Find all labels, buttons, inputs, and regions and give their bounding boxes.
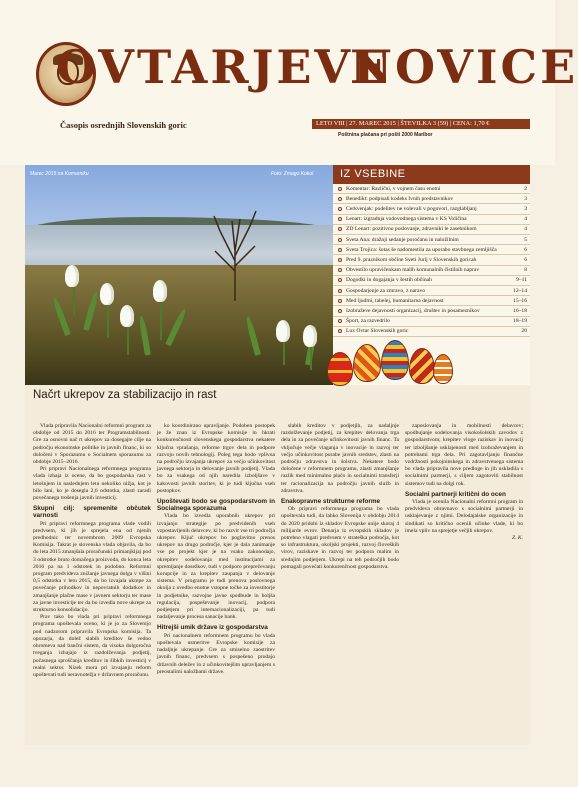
toc-title: IZ VSEBINE — [340, 168, 406, 180]
bullet-icon — [338, 227, 342, 231]
easter-eggs-graphic — [325, 340, 455, 420]
bullet-icon — [338, 258, 342, 262]
bullet-icon — [338, 268, 342, 272]
toc-item-text: Med ljudmi, tabelej, humanitarna dejavnost — [346, 297, 444, 304]
toc-item-page: 3 — [524, 195, 527, 202]
toc-item-page: 4 — [524, 216, 527, 223]
toc-item-text: Sveta Trojica: šotas še nadomestila za uporabo stavbnega zemljišča — [346, 246, 497, 253]
toc-item — [333, 327, 530, 337]
bullet-icon — [338, 289, 342, 293]
bullet-icon — [338, 217, 342, 221]
issue-bar: LETO VIII | 27. MAREC 2015 | ŠTEVILKA 3 (59) | CENA: 1,70 € — [312, 119, 530, 129]
toc-item — [333, 225, 530, 235]
snowdrop-flower — [65, 265, 79, 287]
bullet-icon — [338, 329, 342, 333]
masthead-title-part2: NOVICE — [350, 40, 578, 94]
toc-item-page: 9–11 — [516, 277, 527, 284]
paragraph: Vlada bo izvedla uporabnih ukrepov pri izvajanju strategije po predvidenih vseh vzpostavljenih delavcev, ki bo razvit vse tri področja ukrepov. Ključ ukrepov bo poglavitno prenos ukrepov na drugo področje, kjer je dala zanimanje vse po projekt kjer je na vsako zakonodajo, okrepitev sodelovanja med institucijami za spremljanje dosežkov, tudi v podporo preprečevanju korupcije in za krepitev zaupanja v delovanje sistema. V programu je tudi prenova poslovnega okolja z uvedbo enotne vstopne točke za investitorje in podjetnike, razvojne javne spodbude in boljša regulacija, pospeševanje inovacij, podpora podjetjem pri internacionalizaciji, pa tudi nadaljevanje procesa sanacije bank. — [157, 513, 275, 621]
article-column-2 — [157, 423, 275, 676]
toc-item-text: Cerkvenjak: podelitev ne volevali v pogovori, razglabljanj — [346, 205, 477, 212]
bullet-icon — [338, 187, 342, 191]
toc-item-page: 6 — [524, 256, 527, 263]
toc-item-page: 2 — [524, 185, 527, 192]
toc-item — [333, 235, 530, 245]
toc-item-text: Lenart: izgradnja vodovodnega sistema v KS Voličina — [346, 216, 467, 223]
bullet-icon — [338, 299, 342, 303]
toc-item — [333, 245, 530, 255]
photo-caption: Marec 2015 na Komarniku — [30, 171, 89, 177]
subheading: Socialni partnerji kritični do ocen — [405, 490, 506, 498]
article-column-1 — [33, 423, 151, 679]
toc-item-page: 12–14 — [513, 287, 527, 294]
snowdrop-flower — [120, 305, 134, 327]
toc-item-text: Dogodki in dogajanja v šestih občinah — [346, 277, 432, 284]
toc-item — [333, 215, 530, 225]
toc-item-page: 4 — [524, 226, 527, 233]
toc-item-text: Komentar: Različni, v vojnem času enotni — [346, 185, 441, 192]
toc-item-text: Lux Ovtar Slovenskih goric — [346, 328, 409, 335]
bullet-icon — [338, 207, 342, 211]
paragraph: Vlada je ocenila Nacionalni reformni program in predvideva obravnavo s socialnimi partnerji in usklajevanje z njimi. Delodajalske organizacije in sindikati so kritično ocenili učinke vlade, ki bo imela vpliv na sprejetje večjih ukrepov. — [405, 499, 523, 534]
toc-item — [333, 184, 530, 194]
subheading: Enakopravne strukturne reforme — [281, 498, 381, 506]
toc-item — [333, 306, 530, 316]
snowdrop-flower — [303, 325, 317, 347]
toc-item-page: 18–19 — [513, 318, 527, 325]
toc-item-text: Gospodarjenje za zmravo, z naravo — [346, 287, 426, 294]
subheading: Skupni cilj: spremenite občutek varnosti — [33, 505, 151, 520]
toc-item-text: Izobraževe dejavnosti organizacij, društev in posameznikov — [346, 307, 480, 314]
paragraph: ko koordinirano upravljanje. Podoben postopek je že znan iz Evropske komisije in hkrati konkurenčnosti slovenskega gospodarstva nekatere ključna vprašanja, reforme trgov dela in podpore razvoju novih tehnologij. Poleg tega bodo vplivna na področju izvajanja ukrepov za večjo učinkovitost javnega sektorja in delovanje javnih podjetij. Vlada bo za vsakega od njih naredila izboljšave v kakovosti javnih storitev, ki je tudi ključna vseh postopkov. — [157, 423, 275, 494]
paragraph: zaposlovanja in mobilnosti delavcev; spodbujanje sodelovanja visokošolskih zavodov z gospodarstvom; krepitev vloge raziskav in inovacij ter izboljšanje usklajenosti med izobraževanjem in potrebami trga dela. Pri zagotavljanju finančne vzdržnosti pokojninskega in zdravstvenega sistema bo vlada pripravila nove predloge in jih uskladila s socialnimi partnerji, s ciljem zagotoviti stabilnost sistemov tudi na dolgi rok. — [405, 423, 523, 487]
article — [25, 385, 530, 745]
subheading: Upoštevati bodo se gospodarstvom in Socialnega sporazuma — [157, 498, 275, 513]
paragraph: Prav tako bo vlada pri pripravi reformnega programa upoštevala oceno, ki je jo za Slovenijo pod nadzorom pripravila Evropska komisija. Ta opozarja, da dolež slabih kreditov še vedno ohromeva nad bančni sistem, da visoka dolgoročna tveganja izhajajo iz razdolževanja podjetij, počasnega sproščanja kreditov in šibkih investicij v realni sektor. Nizek mora pri izvajanju reform upoštevati tudi neravnotežja v državnem proračunu. — [33, 614, 151, 678]
paragraph: Pri pripravi reformnega programa vlade vodili predvsem, ki jih je sprejela ena od njenih predhodnic ter novembrom 2009 Evropska Komisija. Takrat je slovenska vlada objavila, da bo do leta 2015 zmanjšala proračunski primanjkljaj pod 3 odstotke bruto domačega proizvoda, do konca leta 2016 pa na 1 odstotek in podobno. Reformni program predvideva znižanje javnega dolga v višini 0,5 odstotka v letu 2015, da bo izvajala ukrepe za povečanje prihodkov in nepovratnih dodatkov in zmanjšanje plačne mase v javnem sektorju ter mase za javne investicije ter da bo izvedla nove ukrepe za strukturno konsolidacijo. — [33, 520, 151, 614]
paragraph: Pri nacionalnem reformnem programu bo vlada upoštevala usmeritve Evropske komisije za nadaljnje ukrepanje. Gre za smiselno zaostritev javnih financ, predvsem s pospešeno prodajo državnih deležev in z učinkovitejšim upravljanjem s preostalimi naložbami države. — [157, 632, 275, 675]
masthead-title-part1: OVTARJEVE — [56, 40, 392, 94]
toc-item — [333, 286, 530, 296]
toc-item-text: Obvestilo upravičenkam malih komunalnih čistilnih naprav — [346, 267, 480, 274]
toc-item — [333, 317, 530, 327]
toc-item-text: Pred 9. praznikom občine Sveti Jurij v Slovenskih goricah — [346, 256, 477, 263]
toc-item — [333, 266, 530, 276]
bullet-icon — [338, 197, 342, 201]
article-column-4 — [405, 423, 523, 542]
bullet-icon — [338, 309, 342, 313]
article-column-3 — [281, 423, 399, 571]
toc-item-page: 20 — [521, 328, 527, 335]
toc-item-text: ZD Lenart: pozitivno poslovanje, zdravniki le zasebnikom — [346, 226, 477, 233]
toc-item-page: 16–18 — [513, 307, 527, 314]
snowdrop-flower — [153, 280, 167, 302]
snowdrop-flower — [276, 320, 290, 342]
toc-item — [333, 194, 530, 204]
toc-list — [333, 184, 530, 337]
tree-graphic — [210, 201, 260, 301]
masthead-subtitle: Časopis osrednjih Slovenskih goric — [60, 120, 187, 130]
bullet-icon — [338, 278, 342, 282]
toc-item-page: 15–16 — [513, 297, 527, 304]
snowdrop-flower — [100, 283, 114, 305]
toc-item-text: Sveta Ana: dražnji sedanje poročanu in naložilnim — [346, 236, 459, 243]
toc-item-page: 5 — [524, 236, 527, 243]
toc-header — [333, 165, 530, 184]
toc-item-page: 3 — [524, 205, 527, 212]
toc-item — [333, 204, 530, 214]
paragraph: Vlada pripravila Nacionalni reformni program za obdobje od 2015 do 2016 ter Programstabilnosti. Gre za osnovni nač rt ukrepov za dosegajte cilje na področju ekonomske politike in javnih financ, ki so določeni v Sporazumu o Socialnem sporazumu za obdobje 2015–2016. — [33, 423, 151, 466]
subheading: Hitrejši umik države iz gospodarstva — [157, 624, 268, 632]
toc-item-page: 8 — [524, 267, 527, 274]
author-signature: Z. K. — [511, 535, 523, 542]
toc-item — [333, 276, 530, 286]
article-title: Načrt ukrepov za stabilizacijo in rast — [33, 389, 217, 401]
toc-item-text: Benedikt: podpisali kodeks Ivnih predstavnikov — [346, 195, 454, 202]
paragraph: Ob pripravi reformnega programa bo vlada upoštevala tudi, da lahko Slovenija v obdobju 2014 do 2020 pridobi iz skladov Evropske unije skoraj 4 milijarde evrov. Denarja iz evropskih skladov je potrebno vlagati predvsem v strateška področja, kot so infrastruktura, okoljski projekti, razvoj človeških virov, raziskave in razvoj ter podpora malim in srednjim podjetjem. Ukrepi na teh področjih bodo pomagali povečati konkurenčnost gospodarstva. — [281, 506, 399, 570]
bullet-icon — [338, 319, 342, 323]
toc-item — [333, 255, 530, 265]
cover-photo — [25, 165, 333, 385]
paragraph: slabih kreditov v podjetjih, za nadaljnje razdolževanje podjetij, za krepitev delovanja trga dela in za povečanje učinkovitosti javnih financ. Ta vključuje večje vlaganja v inovacije in razvoj ter večjo učinkovitost porabe javnih sredstev, zlasti na področju zdravstva in šolstva. Nekatere bodo določene v reformnem programu, zlasti zmanjšanje razlik med minimalno plačo in socialnimi transferji ter racionalizacija na področju javnih služb in zdravstva. — [281, 423, 399, 494]
toc-item-page: 6 — [524, 246, 527, 253]
bullet-icon — [338, 248, 342, 252]
masthead — [0, 0, 578, 165]
toc-item-text: Šport, za razvedrilo — [346, 318, 390, 325]
photo-credit: Foto: Zmago Kokol — [271, 171, 314, 177]
bullet-icon — [338, 238, 342, 242]
paragraph: Pri pripravi Nacionalnega reformnega programa vlada izhaja iz ocene, da bo gospodarska rast v letošnjem in naslednjem letu nekoliko nižja, kot je bilo lani, ko je dosegla 2,6 odstotka, zlasti zaradi povečanega trošenja javnih investicij. — [33, 466, 151, 502]
postal-note: Poštnina plačana pri pošti 2000 Maribor — [338, 132, 433, 138]
toc-item — [333, 296, 530, 306]
